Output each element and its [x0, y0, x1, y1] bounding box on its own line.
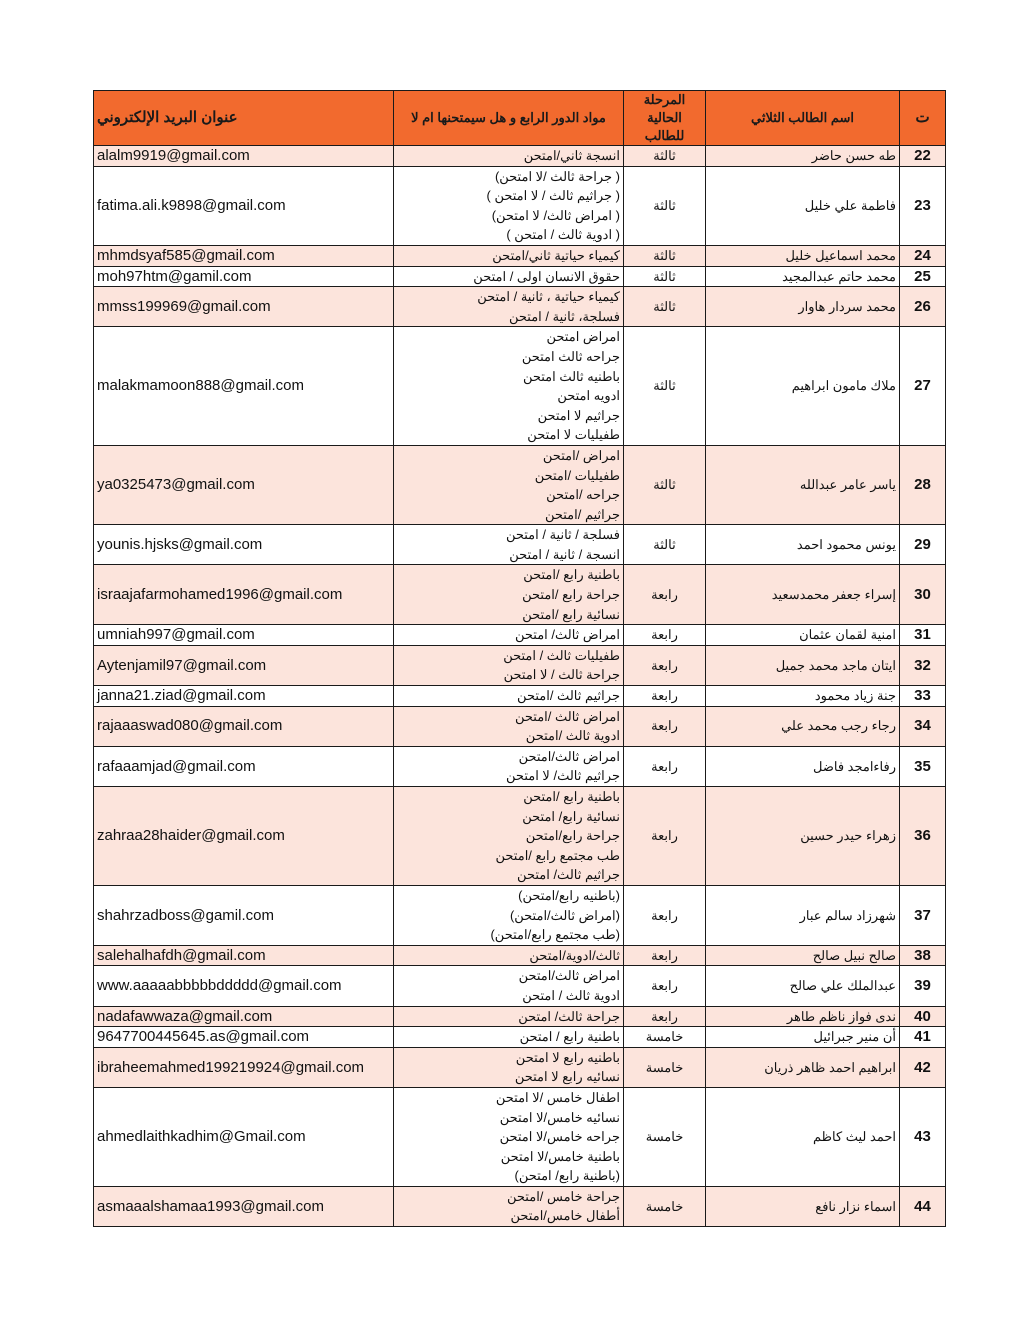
subject-line: طفيليات لا امتحن: [527, 427, 620, 443]
row-number: 27: [900, 327, 946, 446]
subject-line: (باطنية رابع/ امتحن): [514, 1168, 620, 1184]
header-stage: المرحلة الحالية للطالب: [624, 91, 706, 146]
row-number: 29: [900, 525, 946, 565]
subject-line: باطنيه ثالث امتحن: [522, 368, 620, 384]
row-number: 32: [900, 645, 946, 685]
stage-cell: رابعة: [624, 706, 706, 746]
stage-cell: رابعة: [624, 746, 706, 786]
subject-line: فسلجة، ثانية / امتحن: [509, 308, 620, 324]
name-cell: شهرزاد سالم عبار: [706, 885, 900, 945]
subject-line: كيمياء حياتية ، ثانية / امتحن: [477, 289, 620, 305]
email-cell: Aytenjamil97@gmail.com: [94, 645, 394, 685]
subject-line: جراثيم ثالث /امتحن: [517, 688, 620, 704]
subject-line: نسائيه خامس/لا امتحن: [499, 1109, 620, 1125]
row-number: 44: [900, 1186, 946, 1226]
email-cell: shahrzadboss@gamil.com: [94, 885, 394, 945]
subjects-cell: [394, 445, 624, 524]
subject-line: جراحه /امتحن: [546, 487, 620, 503]
email-cell: nadafawwaza@gmail.com: [94, 1006, 394, 1027]
stage-cell: خامسة: [624, 1047, 706, 1087]
subjects-cell: [394, 166, 624, 245]
subject-line: باطنية خامس/لا امتحن: [500, 1148, 620, 1164]
subject-line: باطنية رابع /امتحن: [523, 567, 620, 583]
subject-line: باطنية رابع / امتحن: [519, 1029, 620, 1045]
subject-line: اطفال خامس /لا امتحن: [495, 1089, 620, 1105]
subject-line: امراض امتحن: [546, 329, 620, 345]
name-cell: أن منير جبرائيل: [706, 1027, 900, 1048]
subject-line: طفيليات /امتحن: [534, 467, 620, 483]
table-row: [94, 945, 946, 966]
table-row: [94, 1087, 946, 1186]
subjects-cell: [394, 146, 624, 167]
subjects-cell: [394, 885, 624, 945]
subject-line: نسائية رابع/ امتحن: [522, 808, 620, 824]
email-cell: mmss199969@gmail.com: [94, 287, 394, 327]
email-cell: malakmamoon888@gmail.com: [94, 327, 394, 446]
subject-line: امراض /امتحن: [542, 447, 620, 463]
stage-cell: ثالثة: [624, 445, 706, 524]
table-row: [94, 1186, 946, 1226]
name-cell: محمد سردار هاوار: [706, 287, 900, 327]
name-cell: رجاء رجب محمد علي: [706, 706, 900, 746]
header-subjects: مواد الدور الرابع و هل سيمتحنها ام لا: [394, 91, 624, 146]
stage-cell: ثالثة: [624, 146, 706, 167]
row-number: 39: [900, 966, 946, 1006]
table-row: [94, 1006, 946, 1027]
subject-line: ( جراثيم ثالث / لا امتحن ): [486, 188, 620, 204]
subjects-cell: [394, 565, 624, 625]
email-cell: moh97htm@gamil.com: [94, 266, 394, 287]
table-row: [94, 266, 946, 287]
stage-cell: رابعة: [624, 565, 706, 625]
subject-line: جراثيم لا امتحن: [537, 407, 620, 423]
subjects-cell: [394, 1027, 624, 1048]
subject-line: جراحة ثالث / لا امتحن: [503, 667, 620, 683]
table-row: [94, 525, 946, 565]
name-cell: ملاك مامون ابراهيم: [706, 327, 900, 446]
email-cell: alalm9919@gmail.com: [94, 146, 394, 167]
subject-line: امراض ثالث/امتحن: [518, 968, 620, 984]
subject-line: أطفال خامس/امتحن: [510, 1208, 620, 1224]
name-cell: ايتان ماجد محمد جميل: [706, 645, 900, 685]
name-cell: احمد ليث كاظم: [706, 1087, 900, 1186]
row-number: 41: [900, 1027, 946, 1048]
email-cell: asmaaalshamaa1993@gmail.com: [94, 1186, 394, 1226]
stage-cell: رابعة: [624, 625, 706, 646]
subject-line: جراثيم ثالث/ امتحن: [517, 867, 620, 883]
email-cell: rajaaaswad080@gmail.com: [94, 706, 394, 746]
subject-line: جراحة رابع /امتحن: [522, 587, 620, 603]
name-cell: زهراء حيدر حسين: [706, 787, 900, 886]
stage-cell: ثالثة: [624, 327, 706, 446]
subject-line: (امراض ثالث/امتحن): [509, 907, 620, 923]
email-cell: www.aaaaabbbbbddddd@gmail.com: [94, 966, 394, 1006]
subject-line: (طب مجتمع رابع/امتحن): [490, 927, 620, 943]
subject-line: باطنية رابع /امتحن: [523, 789, 620, 804]
stage-cell: رابعة: [624, 885, 706, 945]
name-cell: محمد حاتم عبدالمجيد: [706, 266, 900, 287]
email-cell: zahraa28haider@gmail.com: [94, 787, 394, 886]
email-cell: ya0325473@gmail.com: [94, 445, 394, 524]
name-cell: اسماء نزار نافع: [706, 1186, 900, 1226]
subjects-cell: [394, 787, 624, 886]
name-cell: عبدالملك علي صالح: [706, 966, 900, 1006]
subjects-cell: [394, 327, 624, 446]
name-cell: امنية لقمان عثمان: [706, 625, 900, 646]
subject-line: ( امراض ثالث/ لا امتحن): [491, 207, 620, 223]
name-cell: إسراء جعفر محمدسعيد: [706, 565, 900, 625]
stage-cell: ثالثة: [624, 245, 706, 266]
email-cell: 9647700445645.as@gmail.com: [94, 1027, 394, 1048]
subjects-cell: [394, 287, 624, 327]
table-row: [94, 746, 946, 786]
table-row: [94, 645, 946, 685]
row-number: 31: [900, 625, 946, 646]
students-table: [93, 90, 946, 1227]
name-cell: ياسر عامر عبدالله: [706, 445, 900, 524]
table-row: [94, 565, 946, 625]
header-row: [94, 91, 946, 146]
subject-line: حقوق الانسان اولى / امتحن: [473, 268, 620, 284]
stage-cell: خامسة: [624, 1186, 706, 1226]
subjects-cell: [394, 1186, 624, 1226]
row-number: 26: [900, 287, 946, 327]
email-cell: mhmdsyaf585@gmail.com: [94, 245, 394, 266]
subject-line: جراثيم ثالث/ لا امتحن: [506, 768, 620, 784]
subject-line: ( جراحة ثالث /لا امتحن): [494, 168, 620, 184]
subject-line: جراحة ثالث/ امتحن: [518, 1008, 620, 1024]
subject-line: ادوية ثالث / امتحن: [522, 987, 620, 1003]
table-row: [94, 966, 946, 1006]
subjects-cell: [394, 746, 624, 786]
row-number: 42: [900, 1047, 946, 1087]
table-row: [94, 885, 946, 945]
stage-cell: رابعة: [624, 1006, 706, 1027]
subject-line: امراض ثالث/امتحن: [518, 748, 620, 764]
stage-cell: ثالثة: [624, 525, 706, 565]
subject-line: (باطنيه رابع/امتحن): [518, 887, 620, 903]
table-row: [94, 245, 946, 266]
row-number: 30: [900, 565, 946, 625]
row-number: 43: [900, 1087, 946, 1186]
stage-cell: رابعة: [624, 787, 706, 886]
table-row: [94, 287, 946, 327]
subjects-cell: [394, 966, 624, 1006]
subjects-cell: [394, 245, 624, 266]
subjects-cell: [394, 945, 624, 966]
subject-line: جراحة خامس /امتحن: [507, 1188, 620, 1204]
email-cell: fatima.ali.k9898@gmail.com: [94, 166, 394, 245]
name-cell: رفاءامجد فاضل: [706, 746, 900, 786]
stage-cell: خامسة: [624, 1087, 706, 1186]
table-body: [94, 146, 946, 1227]
row-number: 28: [900, 445, 946, 524]
header-email: عنوان البريد الإلكتروني: [94, 91, 394, 146]
table-row: [94, 625, 946, 646]
row-number: 36: [900, 787, 946, 886]
row-number: 37: [900, 885, 946, 945]
name-cell: ندى فواز ناظم طاهر: [706, 1006, 900, 1027]
name-cell: محمد اسماعيل خليل: [706, 245, 900, 266]
table-row: [94, 787, 946, 886]
table-row: [94, 1027, 946, 1048]
subjects-cell: [394, 645, 624, 685]
subject-line: طفيليات ثالث / امتحن: [503, 647, 620, 663]
subject-line: جراحه خامس/لا امتحن: [499, 1129, 620, 1145]
subject-line: طب مجتمع رابع /امتحن: [495, 847, 620, 863]
name-cell: صالح نبيل صالح: [706, 945, 900, 966]
subject-line: ادويه امتحن: [557, 388, 620, 404]
subjects-cell: [394, 1006, 624, 1027]
subject-line: جراحة رابع/امتحن: [525, 828, 620, 844]
subjects-cell: [394, 686, 624, 707]
header-name: اسم الطالب الثلاثي: [706, 91, 900, 146]
email-cell: salehalhafdh@gmail.com: [94, 945, 394, 966]
stage-cell: ثالثة: [624, 287, 706, 327]
email-cell: younis.hjsks@gmail.com: [94, 525, 394, 565]
subjects-cell: [394, 1047, 624, 1087]
subject-line: انسجة ثاني/امتحن: [523, 148, 620, 163]
subjects-cell: [394, 706, 624, 746]
stage-cell: رابعة: [624, 686, 706, 707]
table-row: [94, 327, 946, 446]
table-row: [94, 1047, 946, 1087]
subject-line: امراض ثالث /امتحن: [514, 708, 620, 724]
subject-line: ( ادوية ثالث / امتحن ): [506, 227, 620, 243]
table-row: [94, 706, 946, 746]
subject-line: انسجة / ثانية / امتحن: [509, 546, 620, 562]
row-number: 25: [900, 266, 946, 287]
table-row: [94, 166, 946, 245]
stage-cell: ثالثة: [624, 166, 706, 245]
subject-line: باطنيه رابع لا امتحن: [515, 1049, 620, 1065]
subjects-cell: [394, 625, 624, 646]
subject-line: ثالث/ادوية/امتحن: [529, 947, 620, 963]
email-cell: israajafarmohamed1996@gmail.com: [94, 565, 394, 625]
header-number: ت: [900, 91, 946, 146]
email-cell: ibraheemahmed199219924@gmail.com: [94, 1047, 394, 1087]
subject-line: جراثيم /امتحن: [544, 506, 620, 522]
table-row: [94, 686, 946, 707]
row-number: 22: [900, 146, 946, 167]
subject-line: نسائية رابع /امتحن: [522, 606, 620, 622]
subjects-cell: [394, 525, 624, 565]
email-cell: umniah997@gmail.com: [94, 625, 394, 646]
email-cell: janna21.ziad@gmail.com: [94, 686, 394, 707]
row-number: 38: [900, 945, 946, 966]
name-cell: طه حسن حاضر: [706, 146, 900, 167]
stage-cell: رابعة: [624, 945, 706, 966]
row-number: 40: [900, 1006, 946, 1027]
table-row: [94, 445, 946, 524]
name-cell: ابراهيم احمد ظاهر ذريان: [706, 1047, 900, 1087]
stage-cell: رابعة: [624, 966, 706, 1006]
row-number: 23: [900, 166, 946, 245]
name-cell: فاطمة علي خليل: [706, 166, 900, 245]
row-number: 34: [900, 706, 946, 746]
subject-line: جراحه ثالث امتحن: [521, 348, 620, 364]
row-number: 35: [900, 746, 946, 786]
name-cell: يونس محمود احمد: [706, 525, 900, 565]
email-cell: rafaaamjad@gmail.com: [94, 746, 394, 786]
stage-cell: رابعة: [624, 645, 706, 685]
stage-cell: خامسة: [624, 1027, 706, 1048]
subject-line: فسلجة / ثانية / امتحن: [505, 527, 620, 543]
stage-cell: ثالثة: [624, 266, 706, 287]
row-number: 24: [900, 245, 946, 266]
table-row: [94, 146, 946, 167]
name-cell: جنة زياد محمود: [706, 686, 900, 707]
subject-line: كيمياء حياتية ثاني/امتحن: [492, 247, 620, 263]
email-cell: ahmedlaithkadhim@Gmail.com: [94, 1087, 394, 1186]
subject-line: امراض ثالث/ امتحن: [514, 627, 620, 643]
subjects-cell: [394, 1087, 624, 1186]
subject-line: نسائيه رابع لا امتحن: [514, 1069, 620, 1085]
subject-line: ادوية ثالث /امتحن: [525, 728, 620, 744]
subjects-cell: [394, 266, 624, 287]
row-number: 33: [900, 686, 946, 707]
